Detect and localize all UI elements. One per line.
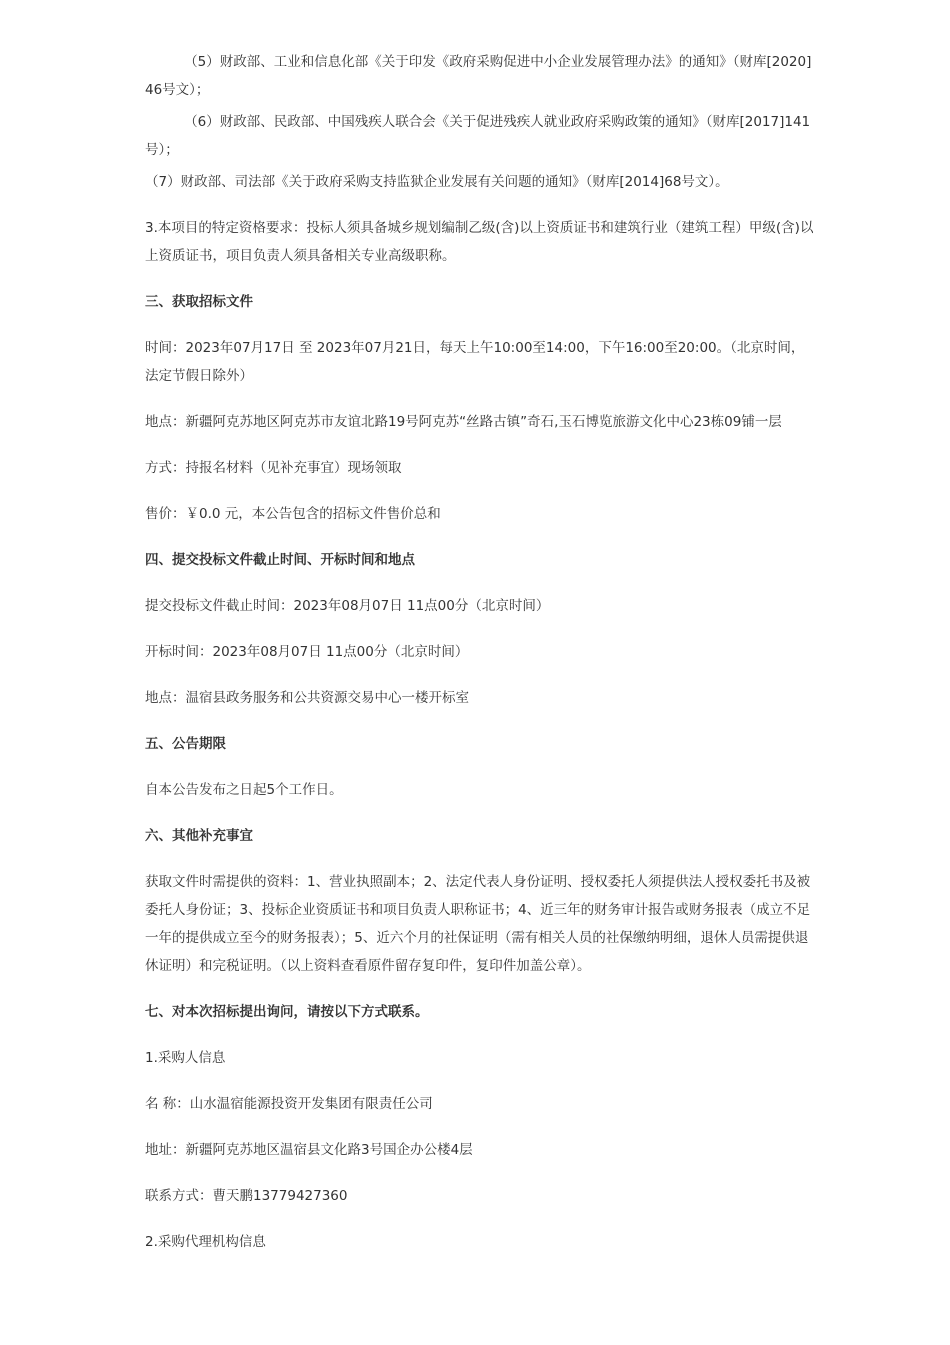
purchaser-contact: 联系方式：曹天鹏13779427360 <box>145 1188 348 1204</box>
policy-item-7: （7）财政部、司法部《关于政府采购支持监狱企业发展有关问题的通知》（财库[2014]68号文）。 <box>145 174 729 190</box>
section-6-heading: 六、其他补充事宜 <box>145 828 253 844</box>
section-4-location: 地点：温宿县政务服务和公共资源交易中心一楼开标室 <box>145 690 469 706</box>
section-3-location: 地点：新疆阿克苏地区阿克苏市友谊北路19号阿克苏“丝路古镇”奇石,玉石博览旅游文化中心23栋09铺一层 <box>145 414 782 430</box>
section-5-heading: 五、公告期限 <box>145 736 226 752</box>
policy-item-6: （6）财政部、民政部、中国残疾人联合会《关于促进残疾人就业政府采购政策的通知》（财库[2017]141号）； <box>145 114 811 158</box>
section-4-opening: 开标时间：2023年08月07日 11点00分（北京时间） <box>145 644 469 660</box>
section-4-deadline: 提交投标文件截止时间：2023年08月07日 11点00分（北京时间） <box>145 598 550 614</box>
section-3-price: 售价：￥0.0 元，本公告包含的招标文件售价总和 <box>145 506 441 522</box>
section-7-heading: 七、对本次招标提出询问，请按以下方式联系。 <box>145 1004 429 1020</box>
section-3-heading: 三、获取招标文件 <box>145 294 253 310</box>
section-5-text: 自本公告发布之日起5个工作日。 <box>145 782 343 798</box>
policy-item-5: （5）财政部、工业和信息化部《关于印发《政府采购促进中小企业发展管理办法》的通知》（财库[2020]46号文）； <box>145 54 812 98</box>
section-3-time: 时间：2023年07月17日 至 2023年07月21日，每天上午10:00至14:00，下午16:00至20:00。（北京时间，法定节假日除外） <box>145 340 805 384</box>
agency-heading: 2.采购代理机构信息 <box>145 1234 266 1250</box>
document-body <box>145 48 817 1256</box>
purchaser-heading: 1.采购人信息 <box>145 1050 226 1066</box>
section-6-text: 获取文件时需提供的资料：1、营业执照副本；2、法定代表人身份证明、授权委托人须提供法人授权委托书及被委托人身份证；3、投标企业资质证书和项目负责人职称证书；4、近三年的财务审计报告或财务报表（成立不足一年的提供成立至今的财务报表）；5、近六个月的社保证明（需有相关人员的社保缴纳明细，退休人员需提供退休证明）和完税证明。（以上资料查看原件留存复印件，复印件加盖公章）。 <box>145 874 811 974</box>
special-requirement: 3.本项目的特定资格要求：投标人须具备城乡规划编制乙级(含)以上资质证书和建筑行业（建筑工程）甲级(含)以上资质证书，项目负责人须具备相关专业高级职称。 <box>145 220 814 264</box>
purchaser-address: 地址：新疆阿克苏地区温宿县文化路3号国企办公楼4层 <box>145 1142 473 1158</box>
purchaser-name: 名 称：山水温宿能源投资开发集团有限责任公司 <box>145 1096 433 1112</box>
section-4-heading: 四、提交投标文件截止时间、开标时间和地点 <box>145 552 415 568</box>
section-3-method: 方式：持报名材料（见补充事宜）现场领取 <box>145 460 402 476</box>
